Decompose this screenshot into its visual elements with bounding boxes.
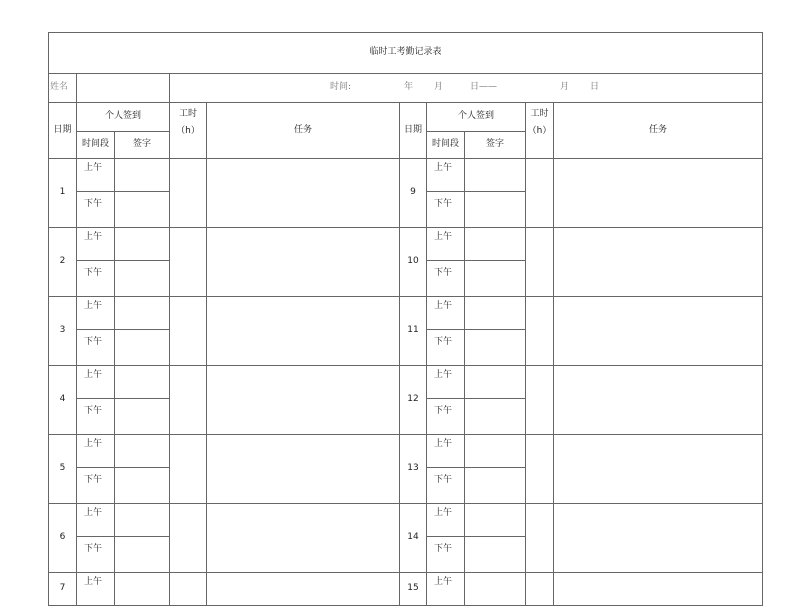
slot-am-right: 上午 [427,573,465,606]
timeslot-header-left: 时间段 [77,132,115,159]
slot-am-left: 上午 [77,366,115,399]
slot-am-right: 上午 [427,366,465,399]
task-cell-right[interactable] [554,504,763,573]
slot-am-right: 上午 [427,504,465,537]
table-row [49,228,763,261]
task-cell-left[interactable] [207,435,400,504]
task-cell-left[interactable] [207,573,400,606]
workhours-cell-left[interactable] [170,435,207,504]
day-number-right: 9 [400,159,427,228]
signature-cell-right[interactable] [465,504,526,537]
date-header-right: 日期 [400,103,427,159]
day-number-right: 11 [400,297,427,366]
day-number-left: 5 [49,435,77,504]
timeslot-header-right: 时间段 [427,132,465,159]
slot-am-right: 上午 [427,159,465,192]
name-field[interactable] [77,74,170,103]
signin-header-left: 个人签到 [77,103,170,132]
workhours-label: 工时 [530,109,549,119]
task-header-left: 任务 [207,103,400,159]
slot-pm-right: 下午 [427,330,465,366]
slot-am-left: 上午 [77,228,115,261]
day-number-left: 4 [49,366,77,435]
month-label-1: 月 [434,82,444,93]
slot-pm-left: 下午 [77,330,115,366]
table-row [49,504,763,537]
signature-cell-left[interactable] [115,297,170,330]
workhours-header-left [170,103,207,159]
workhours-cell-right[interactable] [526,573,554,606]
slot-am-left: 上午 [77,297,115,330]
table-row [49,159,763,192]
signature-cell-left[interactable] [115,399,170,435]
signature-cell-left[interactable] [115,537,170,573]
time-label: 时间: [330,82,352,93]
slot-pm-right: 下午 [427,468,465,504]
day-number-left: 6 [49,504,77,573]
workhours-cell-left[interactable] [170,504,207,573]
table-row [49,366,763,399]
day-label-1: 日—— [470,82,498,93]
signature-cell-left[interactable] [115,468,170,504]
signature-header-right: 签字 [465,132,526,159]
task-cell-right[interactable] [554,573,763,606]
workhours-cell-left[interactable] [170,366,207,435]
signature-header-left: 签字 [115,132,170,159]
slot-pm-right: 下午 [427,261,465,297]
table-row [49,435,763,468]
signature-cell-right[interactable] [465,435,526,468]
task-cell-right[interactable] [554,228,763,297]
signature-cell-left[interactable] [115,435,170,468]
workhours-cell-right[interactable] [526,159,554,228]
attendance-table [48,32,763,606]
day-number-right: 15 [400,573,427,606]
signature-cell-right[interactable] [465,366,526,399]
slot-am-left: 上午 [77,573,115,606]
day-number-right: 12 [400,366,427,435]
slot-pm-right: 下午 [427,192,465,228]
workhours-cell-right[interactable] [526,228,554,297]
workhours-unit: （h） [527,125,552,136]
month-label-2: 月 [560,82,570,93]
signature-cell-left[interactable] [115,192,170,228]
task-cell-right[interactable] [554,159,763,228]
signature-cell-right[interactable] [465,297,526,330]
day-number-left: 7 [49,573,77,606]
workhours-cell-right[interactable] [526,435,554,504]
signature-cell-left[interactable] [115,261,170,297]
name-label: 姓名 [49,74,77,103]
day-number-left: 2 [49,228,77,297]
task-header-right: 任务 [554,103,763,159]
table-row [49,573,763,606]
slot-am-left: 上午 [77,504,115,537]
task-cell-left[interactable] [207,228,400,297]
signature-cell-left[interactable] [115,228,170,261]
workhours-cell-right[interactable] [526,297,554,366]
signin-header-right: 个人签到 [427,103,526,132]
slot-am-left: 上午 [77,435,115,468]
signature-cell-right[interactable] [465,537,526,573]
slot-am-right: 上午 [427,435,465,468]
period-field[interactable] [170,74,763,103]
signature-cell-right[interactable] [465,159,526,192]
day-number-right: 13 [400,435,427,504]
signature-cell-right[interactable] [465,399,526,435]
day-number-right: 14 [400,504,427,573]
task-cell-right[interactable] [554,297,763,366]
signature-cell-left[interactable] [115,573,170,606]
signature-cell-left[interactable] [115,159,170,192]
slot-am-right: 上午 [427,228,465,261]
signature-cell-right[interactable] [465,468,526,504]
workhours-cell-right[interactable] [526,366,554,435]
slot-pm-left: 下午 [77,537,115,573]
workhours-unit: （h） [176,125,200,136]
task-cell-right[interactable] [554,366,763,435]
task-cell-left[interactable] [207,159,400,228]
task-cell-left[interactable] [207,504,400,573]
workhours-cell-left[interactable] [170,297,207,366]
signature-cell-right[interactable] [465,228,526,261]
workhours-cell-left[interactable] [170,573,207,606]
task-cell-right[interactable] [554,435,763,504]
slot-pm-left: 下午 [77,399,115,435]
day-number-left: 1 [49,159,77,228]
slot-pm-left: 下午 [77,261,115,297]
year-label: 年 [404,82,414,93]
slot-am-right: 上午 [427,297,465,330]
workhours-cell-left[interactable] [170,228,207,297]
signature-cell-right[interactable] [465,192,526,228]
signature-cell-left[interactable] [115,504,170,537]
workhours-label: 工时 [178,109,197,119]
day-label-2: 日 [590,82,600,93]
slot-pm-left: 下午 [77,192,115,228]
slot-am-left: 上午 [77,159,115,192]
signature-cell-right[interactable] [465,573,526,606]
slot-pm-left: 下午 [77,468,115,504]
task-cell-left[interactable] [207,366,400,435]
workhours-header-right [526,103,554,159]
day-number-right: 10 [400,228,427,297]
table-row [49,297,763,330]
slot-pm-right: 下午 [427,537,465,573]
day-number-left: 3 [49,297,77,366]
signature-cell-left[interactable] [115,330,170,366]
page-title: 临时工考勤记录表 [49,33,763,74]
workhours-cell-right[interactable] [526,504,554,573]
slot-pm-right: 下午 [427,399,465,435]
task-cell-left[interactable] [207,297,400,366]
workhours-cell-left[interactable] [170,159,207,228]
date-header-left: 日期 [49,103,77,159]
signature-cell-right[interactable] [465,261,526,297]
signature-cell-left[interactable] [115,366,170,399]
signature-cell-right[interactable] [465,330,526,366]
